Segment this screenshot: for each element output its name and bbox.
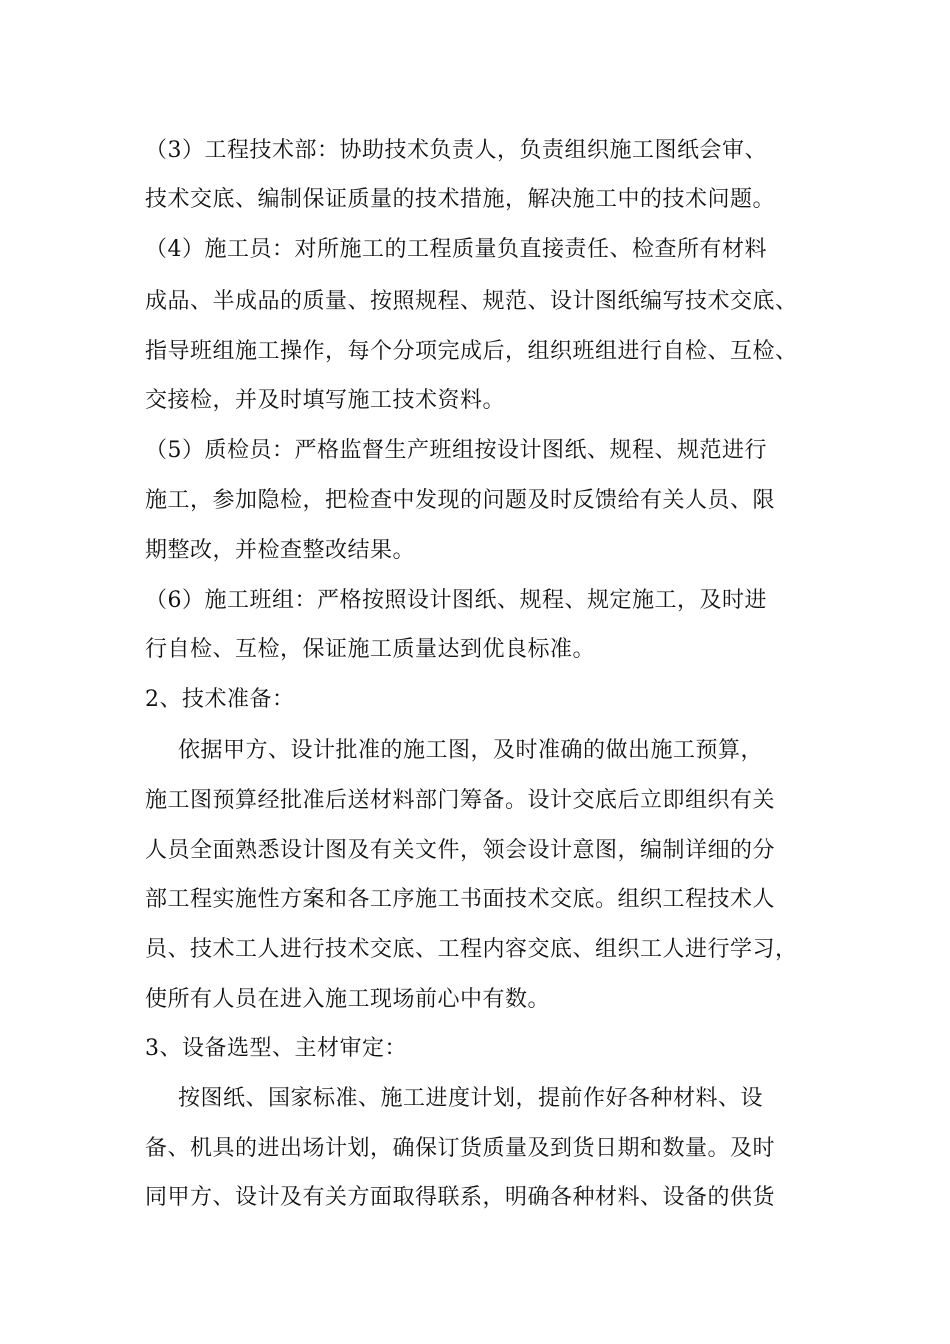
text-line: 行自检、互检，保证施工质量达到优良标准。	[145, 637, 596, 662]
text-line: 期整改，并检查整改结果。	[145, 538, 416, 563]
text-line: 部工程实施性方案和各工序施工书面技术交底。组织工程技术人	[145, 887, 776, 912]
text-line: 依据甲方、设计批准的施工图，及时准确的做出施工预算，	[178, 738, 764, 763]
text-line: 备、机具的进出场计划，确保订货质量及到货日期和数量。及时	[145, 1136, 776, 1161]
text-line: 人员全面熟悉设计图及有关文件，领会设计意图，编制详细的分	[145, 838, 776, 863]
text-line: 同甲方、设计及有关方面取得联系，明确各种材料、设备的供货	[145, 1185, 776, 1210]
text-line: （6）施工班组：严格按照设计图纸、规程、规定施工，及时进	[145, 588, 767, 613]
text-line: （3）工程技术部：协助技术负责人，负责组织施工图纸会审、	[145, 138, 767, 163]
text-line: （4）施工员：对所施工的工程质量负直接责任、检查所有材料	[145, 237, 767, 262]
text-line: 成品、半成品的质量、按照规程、规范、设计图纸编写技术交底、	[145, 289, 798, 314]
text-line: 指导班组施工操作，每个分项完成后，组织班组进行自检、互检、	[145, 339, 798, 364]
section-heading: 2、技术准备：	[145, 687, 295, 712]
text-line: 交接检，并及时填写施工技术资料。	[145, 388, 506, 413]
text-line: （5）质检员：严格监督生产班组按设计图纸、规程、规范进行	[145, 438, 767, 463]
text-line: 按图纸、国家标准、施工进度计划，提前作好各种材料、设	[178, 1086, 764, 1111]
section-heading: 3、设备选型、主材审定：	[145, 1036, 407, 1061]
text-line: 施工图预算经批准后送材料部门筹备。设计交底后立即组织有关	[145, 788, 776, 813]
text-line: 技术交底、编制保证质量的技术措施，解决施工中的技术问题。	[145, 187, 776, 212]
text-line: 使所有人员在进入施工现场前心中有数。	[145, 987, 551, 1012]
text-line: 施工，参加隐检，把检查中发现的问题及时反馈给有关人员、限	[145, 488, 776, 513]
text-line: 员、技术工人进行技术交底、工程内容交底、组织工人进行学习，	[145, 937, 798, 962]
